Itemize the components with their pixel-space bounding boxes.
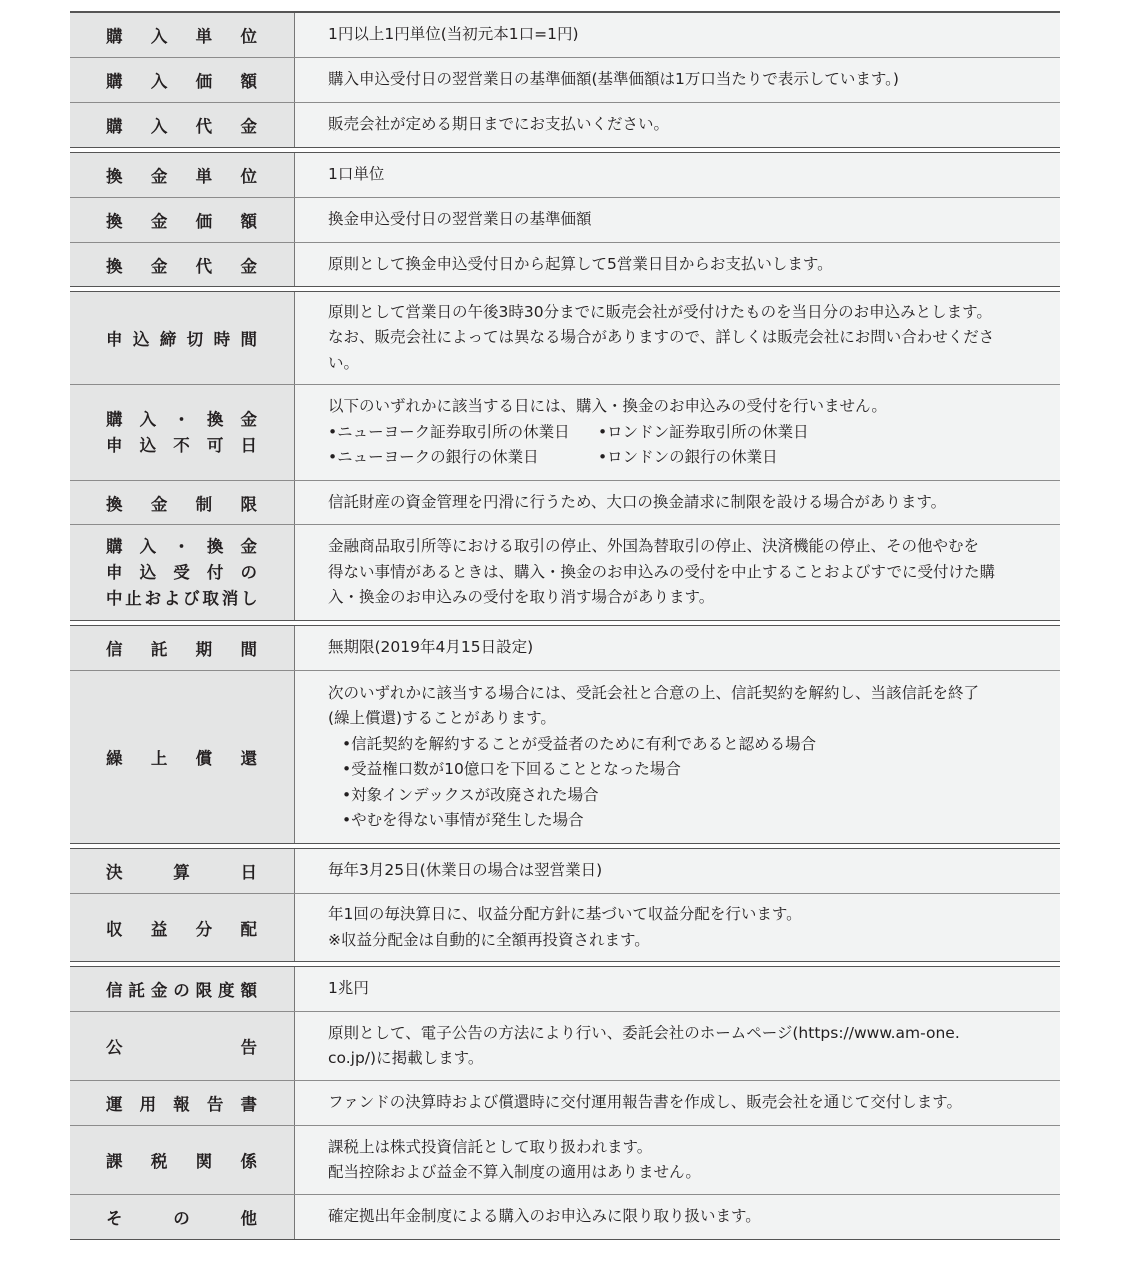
row-label-text <box>106 1034 258 1058</box>
label-char: 込 <box>132 330 151 349</box>
table-row <box>70 153 1060 197</box>
label-char: 価 <box>195 72 214 91</box>
label-char: 税 <box>150 1152 169 1171</box>
row-value <box>295 153 1060 197</box>
label-char: 金 <box>150 981 169 1000</box>
label-char: 位 <box>240 167 258 186</box>
table-row <box>70 626 1060 670</box>
label-char: 購 <box>106 409 124 429</box>
table-row <box>70 1080 1060 1125</box>
row-label-text <box>106 534 258 612</box>
label-char: 信 <box>106 640 124 659</box>
bullet-item: •対象インデックスが改廃された場合 <box>342 785 599 804</box>
fund-terms-table <box>70 11 1060 1240</box>
label-char: の <box>173 1209 191 1228</box>
row-label-line <box>106 534 258 560</box>
bullet-item: •ロンドン証券取引所の休業日 <box>598 422 809 441</box>
label-char: 換 <box>106 256 124 276</box>
table-row <box>70 197 1060 242</box>
value-line: 配当控除および益金不算入制度の適用はありません。 <box>328 1163 701 1181</box>
label-char: お <box>144 588 162 608</box>
label-char: 信 <box>106 981 124 1000</box>
row-label-text <box>106 208 258 232</box>
label-char: し <box>240 588 258 608</box>
label-char: 込 <box>139 562 158 582</box>
value-line: 金融商品取引所等における取引の停止、外国為替取引の停止、決済機能の停止、その他やむを <box>328 537 980 556</box>
row-label <box>70 58 295 102</box>
value-line: 1兆円 <box>328 979 369 998</box>
label-char: 購 <box>106 27 124 46</box>
label-char: 消 <box>221 588 239 608</box>
bullet-item: •ニューヨークの銀行の休業日 <box>328 448 539 467</box>
row-label-text <box>106 113 258 137</box>
row-label <box>70 967 295 1011</box>
label-char: 告 <box>240 1038 258 1057</box>
value-line: 入・換金のお申込みの受付を取り消す場合があります。 <box>328 588 715 607</box>
label-char: び <box>183 588 201 608</box>
label-char: 額 <box>240 212 258 231</box>
label-char: 分 <box>195 919 214 939</box>
row-label <box>70 243 295 286</box>
label-char: 収 <box>106 919 124 939</box>
row-label <box>70 198 295 242</box>
row-label <box>70 671 295 843</box>
row-value <box>295 481 1060 524</box>
label-char: 課 <box>106 1152 124 1171</box>
table-row <box>70 524 1060 620</box>
row-label <box>70 481 295 524</box>
value-line: 確定拠出年金制度による購入のお申込みに限り取り扱います。 <box>328 1207 761 1226</box>
value-line: 原則として換金申込受付日から起算して5営業日目からお支払いします。 <box>328 254 833 273</box>
label-char: よ <box>163 588 181 608</box>
table-row <box>70 57 1060 102</box>
value-line: 1円以上1円単位(当初元本1口=1円) <box>328 25 579 44</box>
label-char: ・ <box>173 409 191 429</box>
row-label <box>70 103 295 147</box>
label-char: 金 <box>150 494 169 514</box>
row-group <box>70 848 1060 962</box>
label-char: 代 <box>195 117 214 136</box>
row-label-text <box>106 253 258 277</box>
row-label-line <box>106 407 258 433</box>
bullet-item: •やむを得ない事情が発生した場合 <box>342 811 584 829</box>
table-row <box>70 1194 1060 1239</box>
value-line: (繰上償還)することがあります。 <box>328 709 556 727</box>
bullet-item: •信託契約を解約することが受益者のために有利であると認める場合 <box>342 734 817 753</box>
row-value <box>295 1126 1060 1194</box>
label-char: 単 <box>195 167 214 186</box>
row-label <box>70 153 295 197</box>
bullet-item: •ニューヨーク証券取引所の休業日 <box>328 422 570 441</box>
label-char: 間 <box>240 330 258 349</box>
label-char: 取 <box>202 588 220 608</box>
label-char: 益 <box>150 919 169 939</box>
row-group <box>70 625 1060 844</box>
row-value <box>295 385 1060 480</box>
label-char: 期 <box>195 640 214 659</box>
label-char: 位 <box>240 27 258 46</box>
label-char: 代 <box>195 256 214 276</box>
label-char: 申 <box>106 330 124 349</box>
row-value <box>295 626 1060 670</box>
row-value <box>295 13 1060 57</box>
row-label-text <box>106 23 258 47</box>
row-value <box>295 894 1060 961</box>
value-line: 原則として、電子公告の方法により行い、委託会社のホームページ(https://www.am-one. <box>328 1023 960 1042</box>
label-char: 上 <box>150 749 169 768</box>
label-char: 申 <box>106 562 124 582</box>
row-value <box>295 1195 1060 1239</box>
table-row <box>70 384 1060 480</box>
row-label-text <box>106 163 258 187</box>
label-char: 入 <box>150 117 169 136</box>
row-group <box>70 291 1060 621</box>
table-row <box>70 480 1060 524</box>
label-char: 配 <box>240 919 258 939</box>
table-row <box>70 1125 1060 1194</box>
bullet-item: •ロンドンの銀行の休業日 <box>598 448 778 467</box>
label-char: 換 <box>106 212 124 231</box>
row-label-line <box>106 433 258 459</box>
label-char: 還 <box>240 749 258 768</box>
label-char: 金 <box>240 256 258 276</box>
value-line: 信託財産の資金管理を円滑に行うため、大口の換金請求に制限を設ける場合があります。 <box>328 492 947 511</box>
label-char: 入 <box>139 536 158 556</box>
label-char: 金 <box>240 409 258 429</box>
row-group <box>70 966 1060 1240</box>
row-label-text <box>106 977 258 1001</box>
row-label-text <box>106 326 258 350</box>
label-char: 購 <box>106 72 124 91</box>
row-value <box>295 292 1060 384</box>
label-char: 換 <box>206 536 225 556</box>
label-char: そ <box>106 1209 124 1228</box>
value-line: 換金申込受付日の翌営業日の基準価額 <box>328 210 592 229</box>
row-label <box>70 1126 295 1194</box>
label-char: 係 <box>240 1152 258 1171</box>
label-char: 入 <box>150 72 169 91</box>
table-row <box>70 13 1060 57</box>
label-char: 他 <box>240 1209 258 1228</box>
label-char: 日 <box>240 435 258 455</box>
row-label <box>70 13 295 57</box>
value-line: 原則として営業日の午後3時30分までに販売会社が受付けたものを当日分のお申込みとします。 <box>328 302 992 321</box>
label-char: 報 <box>173 1095 191 1114</box>
label-char: 可 <box>206 435 225 455</box>
label-char: 購 <box>106 117 124 136</box>
value-line: ※収益分配金は自動的に全額再投資されます。 <box>328 930 650 949</box>
row-label-text <box>106 636 258 660</box>
row-value <box>295 58 1060 102</box>
label-char: 関 <box>195 1152 214 1171</box>
row-label <box>70 525 295 620</box>
row-label-text <box>106 1091 258 1115</box>
label-char: 額 <box>240 981 258 1000</box>
row-value <box>295 1081 1060 1125</box>
row-value <box>295 103 1060 147</box>
row-label-text <box>106 859 258 883</box>
label-char: 申 <box>106 435 124 455</box>
label-char: 告 <box>206 1095 225 1114</box>
row-group <box>70 152 1060 287</box>
label-char: 価 <box>195 212 214 231</box>
label-char: 間 <box>240 640 258 659</box>
row-value <box>295 198 1060 242</box>
value-line: なお、販売会社によっては異なる場合がありますので、詳しくは販売会社にお問い合わせくださ <box>328 328 995 347</box>
label-char: 算 <box>173 863 191 882</box>
row-label-text <box>106 1205 258 1229</box>
row-value <box>295 967 1060 1011</box>
label-char: 不 <box>173 435 191 455</box>
value-pair-line <box>328 445 1042 471</box>
label-char: 日 <box>240 863 258 882</box>
table-row <box>70 1011 1060 1080</box>
label-char: 受 <box>173 562 191 582</box>
row-label-text <box>106 1148 258 1172</box>
row-label <box>70 1195 295 1239</box>
row-label <box>70 894 295 961</box>
label-char: 決 <box>106 863 124 882</box>
row-value <box>295 849 1060 893</box>
label-char: 託 <box>150 640 169 659</box>
label-char: 制 <box>195 494 214 514</box>
label-char: 中 <box>106 588 123 608</box>
table-row <box>70 292 1060 384</box>
value-line: 購入申込受付日の翌営業日の基準価額(基準価額は1万口当たりで表示しています。) <box>328 70 899 89</box>
label-char: 用 <box>139 1095 158 1114</box>
value-line: 販売会社が定める期日までにお支払いください。 <box>328 115 670 134</box>
value-line: 毎年3月25日(休業日の場合は翌営業日) <box>328 861 603 880</box>
value-line: 次のいずれかに該当する場合には、受託会社と合意の上、信託契約を解約し、当該信託を終了 <box>328 683 980 702</box>
value-line: 無期限(2019年4月15日設定) <box>328 638 534 657</box>
label-char: 入 <box>139 409 158 429</box>
row-label <box>70 1081 295 1125</box>
row-label-line <box>106 586 258 612</box>
row-value <box>295 525 1060 620</box>
table-row <box>70 893 1060 961</box>
row-value <box>295 1012 1060 1080</box>
label-char: 入 <box>150 27 169 46</box>
row-label <box>70 385 295 480</box>
row-group <box>70 11 1060 148</box>
row-label-line <box>106 560 258 586</box>
label-char: 金 <box>240 536 258 556</box>
label-char: 込 <box>139 435 158 455</box>
table-row <box>70 102 1060 147</box>
table-row <box>70 670 1060 843</box>
label-char: 運 <box>106 1095 124 1114</box>
label-char: 金 <box>150 167 169 186</box>
table-row <box>70 242 1060 286</box>
row-label-text <box>106 491 258 515</box>
label-char: 換 <box>106 494 124 514</box>
label-char: 託 <box>128 981 146 1000</box>
label-char: 限 <box>240 494 258 514</box>
value-line: い。 <box>328 353 360 372</box>
bullet-item: •受益権口数が10億口を下回ることとなった場合 <box>342 760 681 778</box>
label-char: 時 <box>213 330 232 349</box>
value-line: co.jp/)に掲載します。 <box>328 1049 484 1067</box>
label-char: 締 <box>159 330 178 349</box>
row-label-text <box>106 745 258 769</box>
label-char: 償 <box>195 749 214 768</box>
label-char: 金 <box>150 256 169 276</box>
label-char: 換 <box>206 409 225 429</box>
row-label <box>70 626 295 670</box>
row-label-text <box>106 68 258 92</box>
label-char: 公 <box>106 1038 124 1057</box>
label-char: 単 <box>195 27 214 46</box>
label-char: ・ <box>173 536 191 556</box>
label-char: 止 <box>125 588 143 608</box>
label-char: の <box>240 562 258 582</box>
label-char: 切 <box>186 330 205 349</box>
value-line: 1口単位 <box>328 165 385 184</box>
row-label-text <box>106 916 258 940</box>
label-char: 額 <box>240 72 258 91</box>
label-char: 繰 <box>106 749 124 768</box>
value-line: 課税上は株式投資信託として取り扱われます。 <box>328 1137 653 1156</box>
value-line: 以下のいずれかに該当する日には、購入・換金のお申込みの受付を行いません。 <box>328 397 887 416</box>
label-char: 付 <box>206 562 225 582</box>
row-value <box>295 243 1060 286</box>
row-label <box>70 849 295 893</box>
label-char: 度 <box>218 981 236 1000</box>
label-char: 換 <box>106 167 124 186</box>
label-char: の <box>173 981 191 1000</box>
label-char: 書 <box>240 1095 258 1114</box>
value-line: 年1回の毎決算日に、収益分配方針に基づいて収益分配を行います。 <box>328 905 802 923</box>
value-pair-line <box>328 420 1042 446</box>
value-line: ファンドの決算時および償還時に交付運用報告書を作成し、販売会社を通じて交付します。 <box>328 1093 962 1112</box>
row-value <box>295 671 1060 843</box>
value-line: 得ない事情があるときは、購入・換金のお申込みの受付を中止することおよびすでに受付けた購 <box>328 562 995 581</box>
label-char: 購 <box>106 536 124 556</box>
label-char: 限 <box>195 981 214 1000</box>
row-label <box>70 1012 295 1080</box>
row-label <box>70 292 295 384</box>
row-label-text <box>106 407 258 459</box>
label-char: 金 <box>240 117 258 136</box>
label-char: 金 <box>150 212 169 231</box>
table-row <box>70 849 1060 893</box>
table-row <box>70 967 1060 1011</box>
